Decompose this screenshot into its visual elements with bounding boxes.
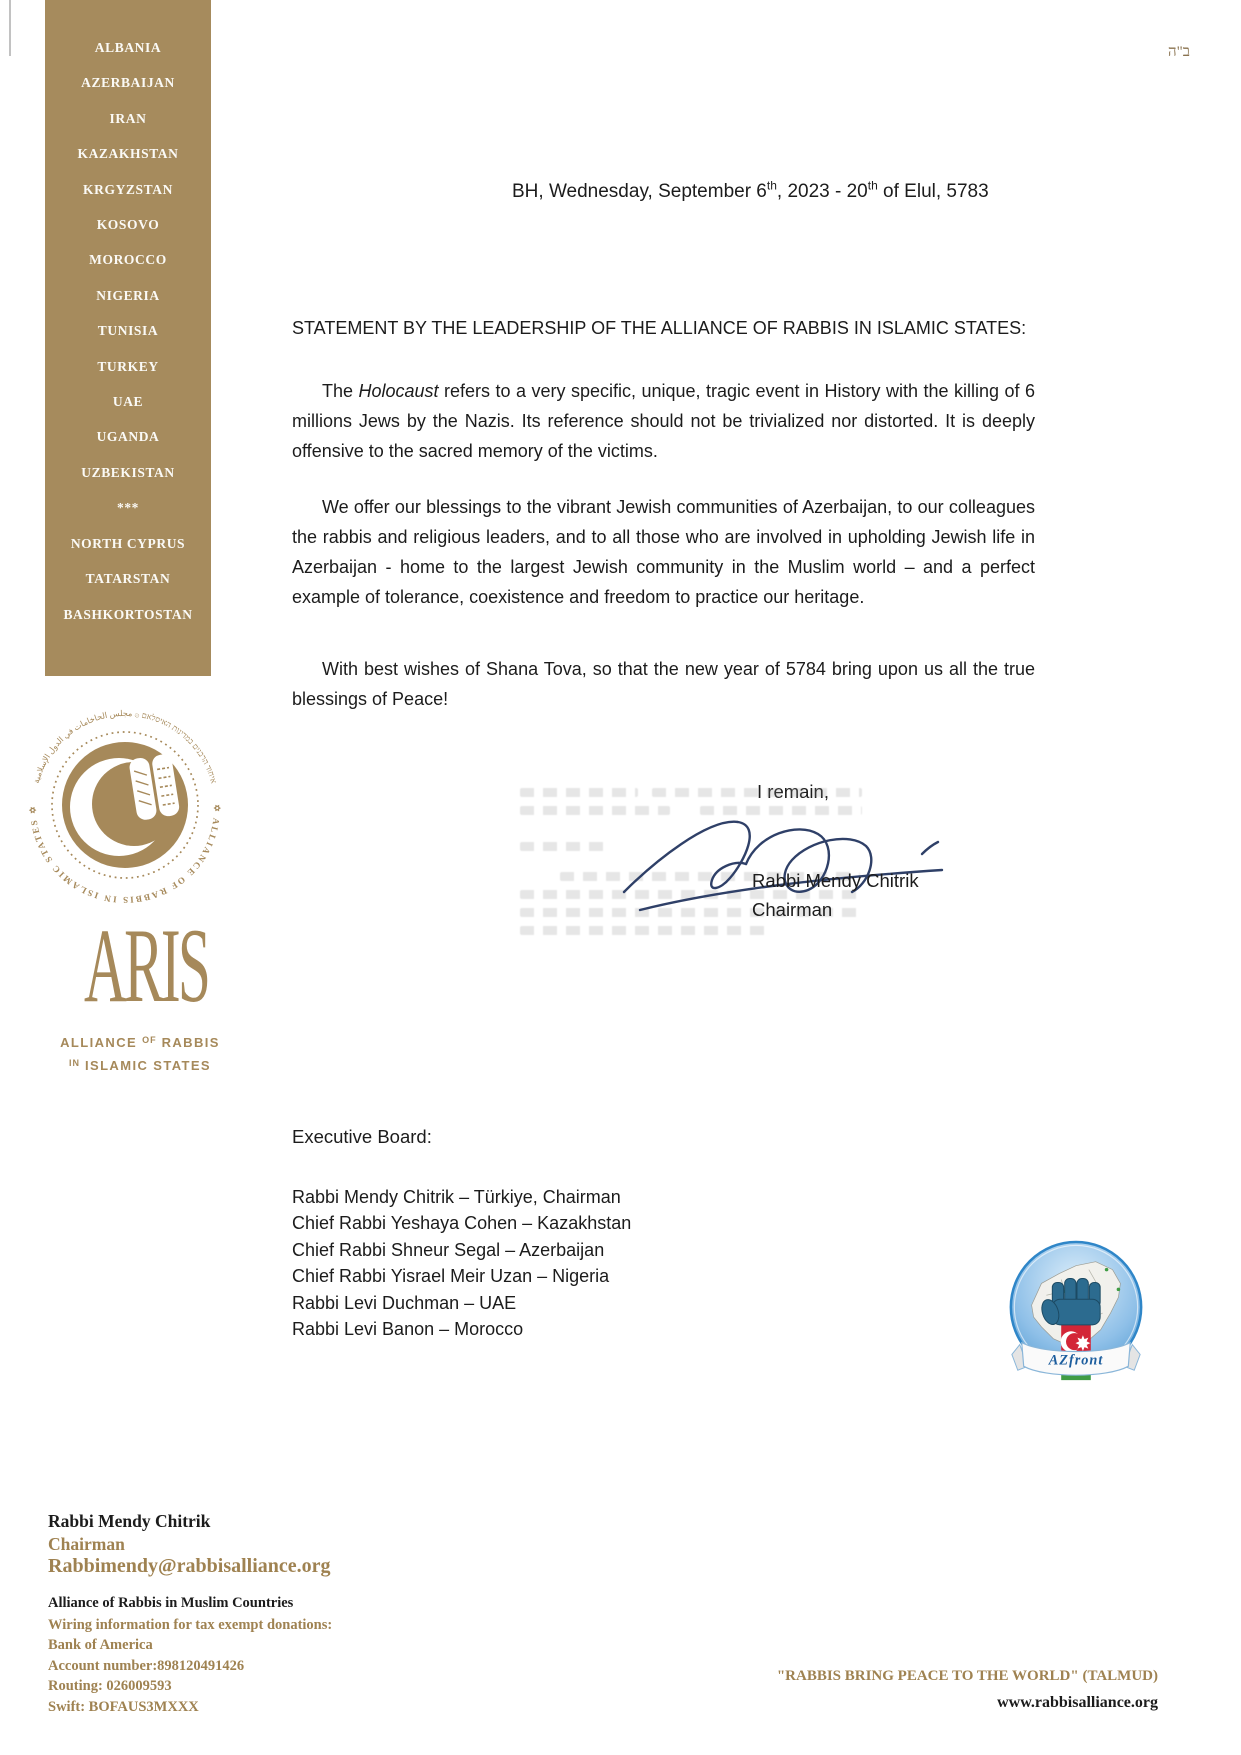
sidebar-country: TATARSTAN [85, 571, 171, 587]
board-member: Chief Rabbi Shneur Segal – Azerbaijan [292, 1239, 605, 1260]
footer-title: Chairman [48, 1534, 125, 1554]
aris-seal-icon [20, 700, 230, 910]
board-list [292, 1184, 631, 1342]
holocaust-italic: Holocaust [358, 381, 439, 401]
aris-tagline [30, 1030, 250, 1076]
date-part: , 2023 - 20 [776, 181, 868, 202]
sidebar-country: BASHKORTOSTAN [63, 606, 193, 622]
sidebar-country: KRGYZSTAN [83, 181, 173, 197]
date-part: of Elul, 5783 [877, 181, 989, 202]
azfront-label: AZfront [1048, 1352, 1104, 1369]
website-link[interactable]: www.rabbisalliance.org [997, 1694, 1158, 1711]
wiring-line: Swift: BOFAUS3MXXX [48, 1698, 199, 1715]
bleed-through-text [520, 842, 612, 851]
footer-wiring-info [48, 1615, 332, 1717]
seal-ring-text-top: איחוד הרבנים במדינות האיסלאם ۞ مجلس الحاخامات في الدول الإسلامية [31, 708, 219, 785]
aris-wordmark: ARIS [84, 907, 209, 1024]
bh-hebrew-mark: ב"ה [1168, 44, 1190, 60]
scan-artifact [9, 0, 11, 56]
paragraph-shana-tova: With best wishes of Shana Tova, so that the new year of 5784 bring upon us all the true blessings of Peace! [292, 659, 1035, 709]
footer-email-link[interactable]: Rabbimendy@rabbisalliance.org [48, 1555, 331, 1577]
date-superscript: th [766, 178, 777, 193]
signatory-name: Rabbi Mendy Chitrik [752, 870, 919, 891]
board-member: Rabbi Levi Banon – Morocco [292, 1319, 524, 1340]
sidebar-country: KOSOVO [96, 217, 160, 233]
paragraph-text: refers to a very specific, unique, tragic event in History with the killing of 6 millions Jews by the Nazis. Its reference should not be trivialized nor distorted. It is deeply offensive to the sacred memory of the victims. [292, 381, 1035, 461]
sidebar-country: ALBANIA [94, 40, 162, 55]
wiring-line: Wiring information for tax exempt donations: [48, 1617, 333, 1633]
board-member: Rabbi Mendy Chitrik – Türkiye, Chairman [292, 1187, 621, 1207]
paragraph-holocaust [292, 376, 1035, 466]
board-member: Rabbi Levi Duchman – UAE [292, 1292, 517, 1313]
sidebar-country: MOROCCO [89, 252, 167, 268]
footer-name: Rabbi Mendy Chitrik [48, 1511, 211, 1531]
sidebar-country: AZERBAIJAN [81, 75, 175, 91]
sidebar-country: KAZAKHSTAN [77, 146, 179, 162]
sidebar-separator: *** [116, 500, 140, 516]
sidebar-country: UGANDA [96, 429, 160, 445]
sidebar-country: IRAN [109, 110, 147, 126]
paragraph-text: The [322, 381, 359, 401]
tagline-of: OF [142, 1035, 157, 1045]
sidebar-country: UAE [112, 394, 144, 410]
wiring-line: Routing: 026009593 [48, 1678, 172, 1695]
tagline-rabbis: RABBIS [161, 1035, 220, 1050]
closing-i-remain: I remain, [757, 781, 829, 802]
tagline-in: IN [68, 1058, 80, 1068]
board-member: Chief Rabbi Yisrael Meir Uzan – Nigeria [292, 1266, 610, 1287]
paragraph-blessings: We offer our blessings to the vibrant Jewish communities of Azerbaijan, to our colleagues the rabbis and religious leaders, and to all those who are involved in upholding Jewish life in Azerbaijan - home to the largest Jewish community in the Muslim world – and a perfect example of tolerance, coexistence and freedom to practice our heritage. [292, 497, 1035, 607]
date-part: BH, Wednesday, September 6 [512, 181, 767, 202]
wiring-line: Account number:898120491426 [48, 1657, 245, 1674]
sidebar-country: UZBEKISTAN [81, 464, 175, 480]
statement-heading: STATEMENT BY THE LEADERSHIP OF THE ALLIANCE OF RABBIS IN ISLAMIC STATES: [292, 318, 1027, 338]
talmud-quote: "RABBIS BRING PEACE TO THE WORLD" (TALMUD) [776, 1668, 1158, 1684]
sidebar-country: TURKEY [97, 358, 159, 374]
date-superscript: th [867, 178, 878, 193]
sidebar-country: NORTH CYPRUS [70, 535, 186, 551]
board-heading: Executive Board: [292, 1126, 432, 1147]
sidebar-country: NIGERIA [96, 287, 160, 303]
signatory-title: Chairman [752, 899, 833, 920]
tagline-islamic-states: ISLAMIC STATES [85, 1058, 212, 1073]
azfront-emblem-icon [1002, 1236, 1150, 1394]
date-line [512, 178, 989, 203]
tagline-alliance: ALLIANCE [60, 1035, 138, 1050]
member-countries-sidebar [45, 0, 211, 676]
seal-ring-text-bottom: ✡ ALLIANCE OF RABBIS IN ISLAMIC STATES ✡ [27, 804, 223, 906]
sidebar-country: TUNISIA [97, 323, 159, 339]
board-member: Chief Rabbi Yeshaya Cohen – Kazakhstan [292, 1213, 632, 1234]
footer-organization: Alliance of Rabbis in Muslim Countries [48, 1595, 294, 1611]
signatory-block [752, 866, 919, 924]
wiring-line: Bank of America [48, 1637, 153, 1654]
